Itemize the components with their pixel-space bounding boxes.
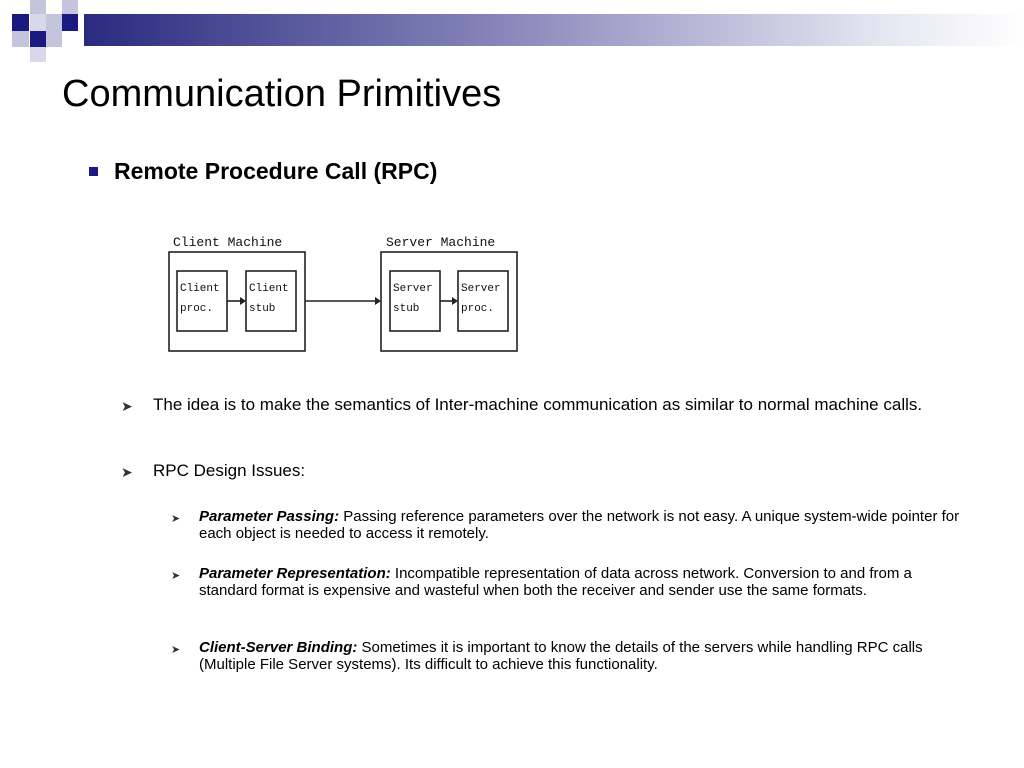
decor-square [30,14,46,31]
arrow-bullet-icon: ➤ [171,513,181,525]
issue-bullet [171,566,969,599]
server-machine-label: Server Machine [386,235,496,250]
issue-bullet [171,509,969,542]
main-bullet-text: Remote Procedure Call (RPC) [114,158,438,184]
decor-square [30,47,46,62]
client-stub-label-2: stub [249,303,276,315]
server-stub-label-1: Server [393,283,433,295]
issue-text [199,509,969,542]
header-gradient-bar [84,14,1024,46]
decor-square [62,0,78,14]
server-proc-label-2: proc. [461,303,495,315]
arrow-bullet-icon: ➤ [121,398,133,414]
arrow-head-icon [452,297,458,305]
server-proc-label-1: Server [461,283,501,295]
decor-square [30,31,46,47]
issue-text [199,640,969,673]
client-proc-label-2: proc. [180,303,214,315]
client-proc-box [177,271,227,331]
server-stub-label-2: stub [393,303,420,315]
main-bullet [89,158,437,185]
sub-bullet-text: RPC Design Issues: [153,461,306,480]
client-stub-label-1: Client [249,283,289,295]
arrow-bullet-icon: ➤ [121,464,133,480]
square-bullet-icon [89,167,98,176]
server-proc-box [458,271,508,331]
issue-lead: Client-Server Binding: [199,639,358,656]
issue-body: Passing reference parameters over the network is not easy. A unique system-wide pointer for each object is needed to access it remotely. [199,508,960,542]
decor-square [46,31,62,47]
sub-bullet [121,395,943,415]
issue-lead: Parameter Representation: [199,565,391,582]
decor-square [12,14,29,31]
issue-body: Incompatible representation of data across network. Conversion to and from a standard format is expensive and wasteful when both the receiver and sender use the same formats. [199,565,912,599]
issue-lead: Parameter Passing: [199,508,340,525]
arrow-head-icon [240,297,246,305]
slide-title: Communication Primitives [62,73,502,115]
issue-body: Sometimes it is important to know the details of the servers while handling RPC calls (Multiple File Server systems). Its difficult to achieve this functionality. [199,639,923,673]
sub-bullet [121,461,943,481]
decor-square [46,14,62,31]
client-stub-box [246,271,296,331]
arrow-head-icon [375,297,381,305]
corner-decoration [0,0,84,62]
arrow-bullet-icon: ➤ [171,570,181,582]
rpc-diagram [165,230,525,358]
client-machine-label: Client Machine [173,235,283,250]
client-proc-label-1: Client [180,283,220,295]
decor-square [62,14,78,31]
decor-square [30,0,46,14]
issue-bullet [171,640,969,673]
issue-text [199,566,969,599]
server-stub-box [390,271,440,331]
sub-bullet-text: The idea is to make the semantics of Inter-machine communication as similar to normal machine calls. [153,395,923,414]
arrow-bullet-icon: ➤ [171,644,181,656]
decor-square [12,31,29,47]
